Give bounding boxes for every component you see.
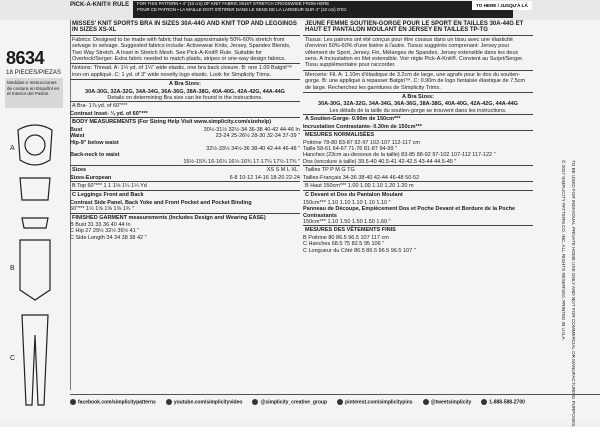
knit-stretch-rule <box>133 1 513 18</box>
pattern-number: 8634 <box>6 48 45 68</box>
youtube-icon <box>166 399 172 405</box>
leggings-drawing <box>22 315 48 405</box>
fr-dos: Dos (encolure à taille) 39.5-40 40.5-41 42-42.5 43-44 44.5-45 " <box>303 158 457 165</box>
waist-values: 23-24 25-26½ 28-30 32-34 37-39 " <box>215 133 300 140</box>
bra-band-drawing <box>22 218 48 228</box>
en-notions: Notions: Thread. A: 1¼ yd. of 1¼" wide elastic, one bra back closure. B: one 1.00 Batgirl™ iron-on appliqué. C: 1 yd. of 3" wide novelty logo elastic. Look for Simplicity Trims. <box>70 63 300 79</box>
sizes-eu-label: Sizes-European <box>70 174 112 181</box>
facebook-link[interactable]: facebook.com/simplicitypatterns <box>70 399 156 405</box>
fr-mercerie: Mercerie: Fil. A: 1.10m d'élastique de 3.2cm de large, une agrafe pour le dos du soutien-gorge. B: une appliqué à repasser Batgirl™. C: 0.90m de logo fantaisie élastique de 7.5cm de large. Recherchez les garnitures de Simplicity Trims. <box>303 70 533 92</box>
en-b-top: B Top 60"*** 1 1 1⅛ 1¼ 1¼ Yd <box>70 181 300 190</box>
hip-label: Hip-9" below waist <box>70 139 119 146</box>
pinterest-icon <box>337 399 343 405</box>
svg-text:C: C <box>10 355 16 362</box>
back-label: Back-neck to waist <box>70 152 120 159</box>
en-finished: FINISHED GARMENT measurements (Includes Design and Wearing EASE) <box>70 213 300 222</box>
fr-bra-details: Les détails de la taille du soutien-gorge se trouvent dans les instructions. <box>329 107 507 114</box>
fr-bra-sizes-label: A Bra Sizes: <box>303 92 533 101</box>
en-fin-side: C Side Length 34 34 38 38 42 " <box>70 234 147 241</box>
phone-icon <box>481 399 487 405</box>
pick-knit-label: PICK-A-KNIT® RULE <box>70 2 130 8</box>
fr-bra-sizes: 30A-30G, 32A-32G, 34A-34G, 36A-36G, 38A-38G, 40A-40G, 42A-42G, 44A-44G <box>318 101 518 108</box>
fr-fin-cote: C Longueur du Côté 86.5 86.5 96.5 96.5 107 " <box>303 247 416 254</box>
twitter-icon <box>423 399 429 405</box>
top-drawing <box>20 240 50 300</box>
fr-b-haut: B Haut 150cm*** 1.00 1.00 1.10 1.20 1.20 m <box>303 181 533 190</box>
en-fin-bust: B Bust 31 33 36 40 44 In <box>70 221 131 228</box>
social-footer <box>70 394 600 409</box>
french-column <box>303 20 533 395</box>
fr-tissus: Tissus: Les patrons ont été conçus pour être cousus dans un tissu avec une élasticité d'environ 50%-60% d'une lisière à l'autre. Tissus suggérés comprenant: Jersey pour vêtement de Sport, Jersey, Fin, Mélanges de Spandex, Jersey extensible dans les deux sens. A Incrustation en filet extensible. Voir règle Pick-A-Knit®. Convient au Surjet/Serger. Tissu supplémentaire pour raccorder. <box>303 35 533 70</box>
spanish-note: Medidas e Instrucciones de costura en Español en el Interior del Patrón. <box>5 78 63 108</box>
fr-tailles-fr: Tailles-Français 34-36 38-40 42-44 46-48 50-52 <box>303 174 420 181</box>
fr-c-150: 150cm*** 1.10 1.10 1.10 1.10 1.10 " <box>303 199 391 206</box>
bust-label: Bust <box>70 126 83 133</box>
instagram-icon <box>252 399 258 405</box>
fr-tailles: Tailles TP P M G TG <box>303 165 533 174</box>
fr-title: JEUNE FEMME SOUTIEN-GORGE POUR LE SPORT EN TAILLES 30A-44G ET HAUT ET PANTALON MOULANT EN JERSEY EN TAILLES TP-TG <box>305 21 524 34</box>
en-fin-hip: C Hip 27 29½ 32½ 36½ 41 " <box>70 228 140 235</box>
sizes-eu-values: 6-8 10-12 14-16 18-20 22-24 <box>229 174 300 181</box>
fr-taille: Taille 58-61 64-67 71-76 81-87 94-99 " <box>303 145 397 152</box>
sizes-values: XS S M L XL <box>266 167 298 174</box>
phone-number: 1-888-588-2700 <box>481 399 525 405</box>
fr-mesures: MESURES NORMALISÉES <box>303 130 533 139</box>
english-column <box>70 20 300 395</box>
en-c-leggings: C Leggings Front and Back <box>70 190 300 199</box>
youtube-link[interactable]: youtube.com/simplicityvideo <box>166 399 243 405</box>
pick-a-knit-strip <box>0 0 600 20</box>
facebook-icon <box>70 399 76 405</box>
knit-rule-line-fr: POUR CE PATRON • LA MAILLE DOIT S'ÉTIRER DANS LE SENS DE LA LARGEUR SUR 4" (10 cm) D'ICI <box>137 6 347 12</box>
right-legal-strip <box>536 20 600 427</box>
svg-text:B: B <box>10 265 15 272</box>
pieces-count: 18 PIECES/PIEZAS <box>6 69 62 76</box>
to-here-label: TO HERE / JUSQU'À LÀ <box>472 1 532 10</box>
twitter-link[interactable]: @tweetsimplicity <box>423 399 472 405</box>
fr-c2-150: 150cm*** 1.10 1.50 1.50 1.50 1.60 " <box>303 218 391 225</box>
fr-fin-poitrine: B Poitrine 80 86.5 96.5 107 117 cm <box>303 234 389 241</box>
en-bra-details: Details on determining Bra size can be found in the instructions. <box>107 95 263 102</box>
bust-values: 30½-31½ 32½-34 36-38 40-42 44-46 In <box>203 126 300 133</box>
fr-a-sg: A Soutien-Gorge- 0.90m de 150cm*** <box>303 114 533 123</box>
svg-text:A: A <box>10 145 15 152</box>
sizes-label: Sizes <box>72 167 87 174</box>
en-title: MISSES' KNIT SPORTS BRA IN SIZES 30A-44G AND KNIT TOP AND LEGGINGS IN SIZES XS-XL <box>72 21 297 34</box>
fr-a-inc: Incrustation Contrastante- 0.30m de 150cm*** <box>303 123 422 130</box>
en-c-row: 60"*** 1½ 1⅝ 1⅝ 1⅝ 1¾ " <box>70 206 134 213</box>
hip-values: 32½-33½ 34½-36 38-40 42-44 46-48 " <box>206 145 300 152</box>
pinterest-link[interactable]: pinterest.com/simplicitypins <box>337 399 413 405</box>
fr-poitrine: Poitrine 78-80 83-87 92-97 102-107 112-117 cm <box>303 139 420 146</box>
sidebar <box>0 20 71 390</box>
instagram-link[interactable]: @simplicity_creative_group <box>252 399 327 405</box>
legal-text: TO BE USED FOR INDIVIDUAL PRIVATE HOME USE ONLY AND NOT FOR COMMERCIAL OR MANUFACTURING PURPOSES. <box>571 160 576 427</box>
en-sizes-row <box>70 165 300 174</box>
bra-back-drawing <box>18 125 52 165</box>
en-body-measurements: BODY MEASUREMENTS (For Sizing Help Visit www.simplicity.com/sizehelp) <box>70 117 300 126</box>
bra-front-drawing <box>20 178 50 200</box>
en-fabrics: Fabrics: Designed to be made with fabric that has approximately 50%-60% stretch from selvage to selvage. Suggested fabrics include: Activewear Knits, Jersey, Spandex Blends, Two Way Stretch. A Inset in Stretch Mesh. See Pick-A-Knit® Rule. Suitable for Overlock/Serger. Extra fabric needed to match plaids, stripes or one-way design fabrics. <box>70 35 300 64</box>
en-bra-sizes-label: A Bra Sizes: <box>70 79 300 88</box>
en-a-bra: A Bra- 1⅞ yd. of 60"*** <box>70 101 300 110</box>
fr-finis: MESURES DES VÊTEMENTS FINIS <box>303 225 533 234</box>
knit-rule-line-en: FOR THIS PATTERN • 4" (10 cm) OF KNIT FABRIC MUST STRETCH CROSSWISE FROM HERE <box>137 1 330 6</box>
fr-hanches: Hanches (23cm au-dessous de la taille) 83-85 88-92 97-102 107-112 117-122 " <box>303 152 496 159</box>
en-c-contrast: Contrast Side Panel, Back Yoke and Front Pocket and Pocket Binding <box>70 199 252 206</box>
fr-fin-hanches: C Hanches 68.5 75 82.5 95 106 " <box>303 241 385 248</box>
back-values: 15½-15¾ 16-16¼ 16½-16¾ 17-17¼ 17½-17¾ " <box>183 158 300 165</box>
waist-label: Waist <box>70 133 85 140</box>
garment-line-drawings <box>10 120 60 410</box>
en-bra-sizes: 30A-30G, 32A-32G, 34A-34G, 36A-36G, 38A-38G, 40A-40G, 42A-42G, 44A-44G <box>85 88 285 95</box>
fr-c-devant: C Devant et Dos du Pantalon Moulant <box>303 190 533 199</box>
copyright-text: © 2017 SIMPLICITY PATTERN CO. INC. ALL RIGHTS RESERVED. PRINTED IN U.S.A. <box>561 160 566 341</box>
en-a-contrast: Contrast Inset- ¼ yd. of 60"*** <box>70 110 148 117</box>
fr-panneau: Panneau de Découpe, Empiècement Dos et Poche Devant et Bordure de la Poche Contrastants <box>303 206 516 219</box>
